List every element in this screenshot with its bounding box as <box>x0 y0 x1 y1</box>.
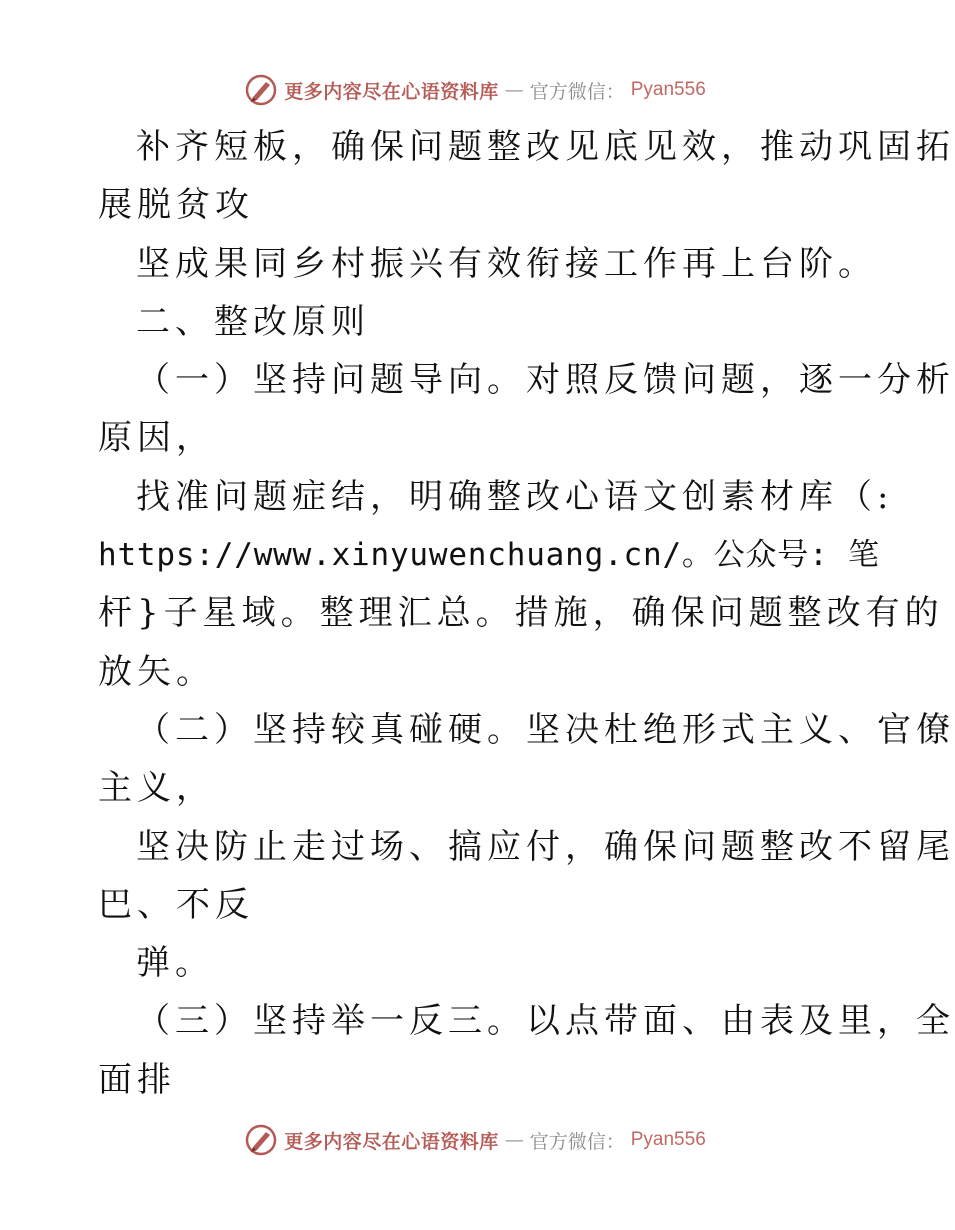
body-line: 找准问题症结，明确整改心语文创素材库（: <box>136 476 894 517</box>
document-body <box>98 118 955 1109</box>
footer-wechat-id: Pyan556 <box>630 1129 706 1150</box>
header-banner <box>0 70 950 110</box>
body-line: 坚成果同乡村振兴有效衔接工作再上台阶。 <box>136 243 877 284</box>
body-line: 弹。 <box>136 943 214 984</box>
pen-logo-icon <box>244 73 278 107</box>
body-line: 巴、不反 <box>98 884 254 925</box>
footer-banner <box>0 1120 950 1160</box>
footer-official-label: 官方微信： <box>529 1130 625 1153</box>
header-banner-text: 更多内容尽在心语资料库 <box>284 80 499 103</box>
body-line: 放矢。 <box>98 651 215 692</box>
section-heading: 二、整改原则 <box>136 301 370 342</box>
body-line: （一）坚持问题导向。对照反馈问题，逐一分析 <box>136 360 955 401</box>
body-line: 坚决防止走过场、搞应付，确保问题整改不留尾 <box>136 826 955 867</box>
header-wechat-id: Pyan556 <box>630 79 706 100</box>
body-line: 展脱贫攻 <box>98 185 254 226</box>
body-line: （二）坚持较真碰硬。坚决杜绝形式主义、官僚 <box>136 709 955 750</box>
body-line: 面排 <box>98 1059 176 1100</box>
body-line: 主义， <box>98 768 215 809</box>
header-banner-dash: — <box>504 79 524 101</box>
footer-banner-dash: — <box>504 1129 524 1151</box>
header-official-label: 官方微信： <box>529 80 625 103</box>
body-line: （三）坚持举一反三。以点带面、由表及里，全 <box>136 1001 955 1042</box>
footer-banner-text: 更多内容尽在心语资料库 <box>284 1130 499 1153</box>
body-line: 补齐短板，确保问题整改见底见效，推动巩固拓 <box>136 127 955 167</box>
body-line-url: https://www.xinyuwenchuang.cn/。公众号: 笔 <box>98 537 880 574</box>
body-line: 原因， <box>98 418 215 459</box>
pen-logo-icon <box>244 1123 278 1157</box>
body-line: 杆}子星域。整理汇总。措施，确保问题整改有的 <box>98 593 944 634</box>
